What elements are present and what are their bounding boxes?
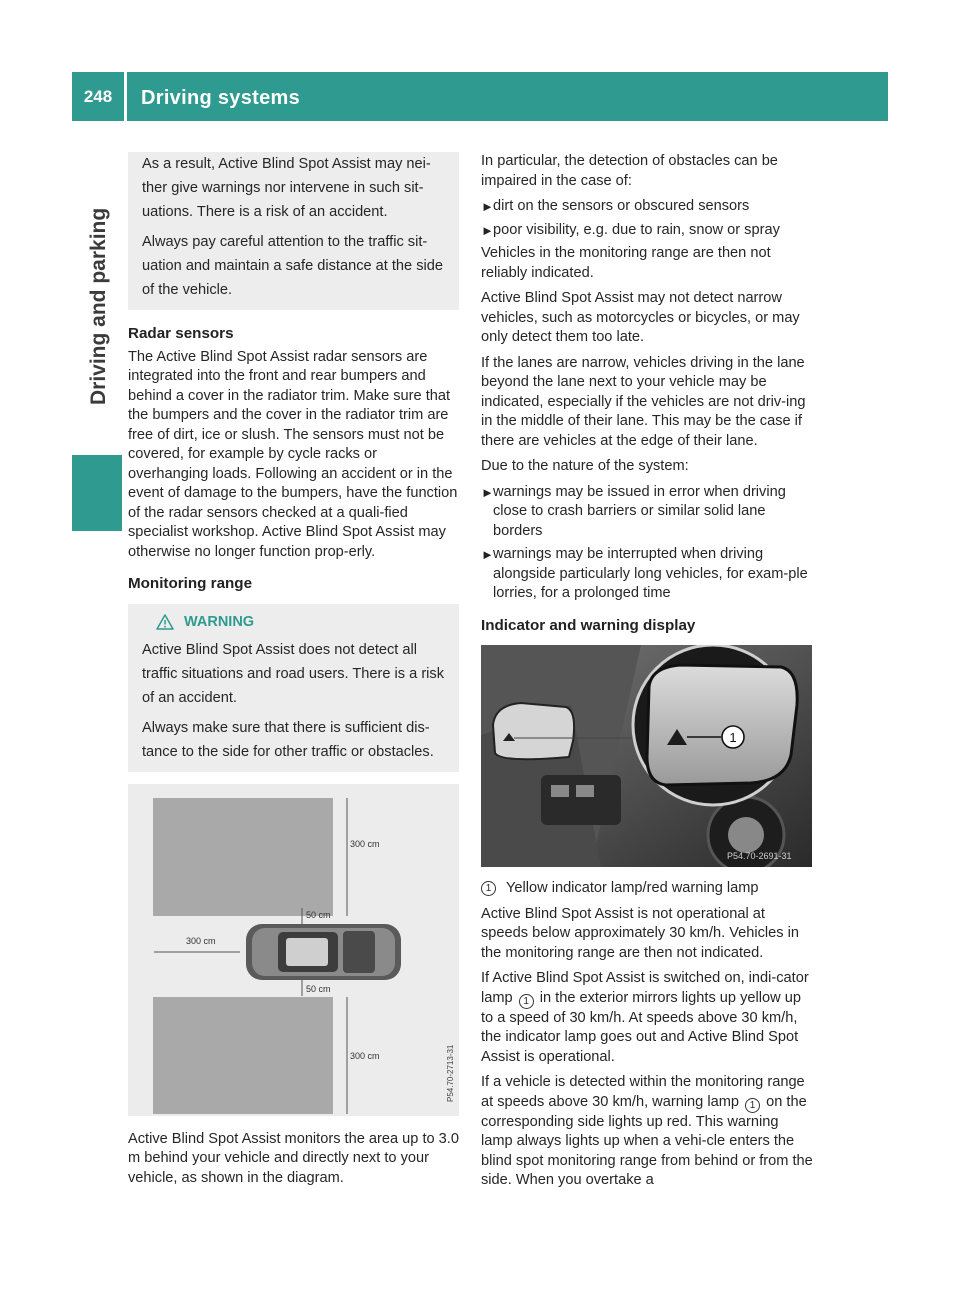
list-item-text: warnings may be issued in error when driving close to crash barriers or similar solid lane borders	[493, 483, 786, 539]
obstacles-list	[481, 197, 813, 240]
section-tab-block	[72, 455, 122, 531]
monitoring-heading: Monitoring range	[128, 575, 253, 592]
narrow-lanes-text: If the lanes are narrow, vehicles driving in the lane beyond the lane next to your vehicle may be indicated, especially if the vehicles are not driv-ing in the middle of their lane. This may be the case if there are vehicles at the edge of their lane.	[481, 354, 806, 449]
detected-text	[481, 1073, 813, 1191]
monitoring-range-diagram	[128, 784, 459, 1116]
label-300-bottom: 300 cm	[350, 1050, 380, 1061]
radar-text: The Active Blind Spot Assist radar sensors are integrated into the front and rear bumpers and behind a cover in the radiator trim. Make sure that the bumpers and the cover in the radiator trim are free of dirt, ice or slush. The sensors must not be covered, for example by cycle racks or overhanging loads. Following an accident or in the event of damage to the bumpers, have the function of the radar sensors checked at a quali-fied specialist workshop. Active Blind Spot Assist may otherwise no longer function prop-erly.	[128, 348, 458, 560]
chapter-title: Driving systems	[141, 87, 301, 109]
obstacles-intro: In particular, the detection of obstacles can be impaired in the case of:	[481, 153, 778, 189]
not-operational-text: Active Blind Spot Assist is not operational at speeds below approximately 30 km/h. Vehicles in the monitoring range are then not indicated.	[481, 905, 799, 961]
mirror-photo-svg	[481, 645, 812, 867]
list-item-text: warnings may be interrupted when driving alongside particularly long vehicles, for exam-ple lorries, for a prolonged time	[493, 546, 808, 601]
legend-text: Yellow indicator lamp/red warning lamp	[506, 880, 759, 896]
legend-row	[481, 879, 813, 899]
radar-heading: Radar sensors	[128, 325, 234, 342]
header-separator	[124, 72, 127, 121]
diagram-caption: Active Blind Spot Assist monitors the area up to 3.0 m behind your vehicle and directly next to your vehicle, as shown in the diagram.	[128, 1130, 459, 1186]
warning-header	[142, 610, 449, 634]
warning-text-1: Active Blind Spot Assist does not detect all traffic situations and road users. There is a risk of an accident.	[142, 641, 445, 706]
section-tab-label: Driving and parking	[87, 207, 110, 405]
legend-callout: 1	[481, 881, 496, 896]
vehicles-text: Vehicles in the monitoring range are then not reliably indicated.	[481, 245, 771, 281]
intro-warning-text-1: As a result, Active Blind Spot Assist may nei-ther give warnings nor intervene in such sit-uations. There is a risk of an accident.	[142, 156, 431, 220]
intro-warning-text-2: Always pay careful attention to the traffic sit-uation and maintain a safe distance at the side of the vehicle.	[142, 234, 443, 298]
mirror-glass	[647, 665, 797, 785]
list-item-text: dirt on the sensors or obscured sensors	[493, 198, 750, 214]
zone-rear-right	[153, 997, 333, 1114]
zone-rear-left	[153, 798, 333, 916]
narrow-vehicles-text: Active Blind Spot Assist may not detect narrow vehicles, such as motorcycles or bicycles, or may only detect them too late.	[481, 290, 800, 345]
list-item: ► poor visibility, e.g. due to rain, snow or spray	[481, 221, 780, 238]
right-column	[481, 152, 813, 1197]
label-300-side: 300 cm	[186, 935, 216, 946]
system-nature-text: Due to the nature of the system:	[481, 458, 689, 474]
detected-text-b: on the corresponding side lights up red. This warning lamp always lights up when a vehi-cle enters the blind spot monitoring range from behind or from the side. When you overtake a	[481, 1093, 813, 1188]
list-item: ► dirt on the sensors or obscured sensors	[481, 198, 750, 214]
vehicle-icon	[246, 924, 401, 980]
inline-callout: 1	[519, 994, 534, 1009]
warning-label: WARNING	[184, 613, 255, 630]
list-item: ► warnings may be issued in error when driving close to crash barriers or similar solid lane borders	[481, 483, 786, 539]
label-50-top: 50 cm	[306, 909, 331, 920]
mirror-photo	[481, 645, 812, 867]
warning-box	[128, 604, 459, 772]
photo-callout: 1	[729, 730, 737, 745]
page-number: 248	[83, 87, 113, 106]
diagram-ref: P54.70-2713-31	[446, 1044, 455, 1102]
label-50-bottom: 50 cm	[306, 983, 331, 994]
list-item: ► warnings may be interrupted when driving alongside particularly long vehicles, for exam-ple lorries, for a prolonged time	[481, 546, 808, 601]
inline-callout: 1	[745, 1098, 760, 1113]
indicator-heading: Indicator and warning display	[481, 616, 696, 634]
system-list	[481, 483, 813, 604]
switched-on-text	[481, 969, 813, 1067]
switched-on-text-a: If Active Blind Spot Assist is switched on, indi-cator lamp	[481, 970, 809, 1006]
page-header	[72, 72, 888, 121]
list-item-text: poor visibility, e.g. due to rain, snow or spray	[493, 221, 780, 238]
intro-warning-box	[128, 152, 459, 310]
left-column	[128, 152, 459, 1194]
warning-text-2: Always make sure that there is sufficient dis-tance to the side for other traffic or obstacles.	[142, 719, 434, 760]
photo-ref: P54.70-2691-31	[727, 851, 792, 861]
warning-triangle-icon	[156, 614, 174, 630]
label-300-top: 300 cm	[350, 838, 380, 849]
section-tab	[86, 207, 112, 431]
detected-text-a: If a vehicle is detected within the monitoring range at speeds above 30 km/h, warning lamp	[481, 1074, 805, 1110]
switched-on-text-b: in the exterior mirrors lights up yellow up to a speed of 30 km/h. At speeds above 30 km/h, the indicator lamp goes out and Active Blind Spot Assist is operational.	[481, 989, 801, 1065]
monitoring-diagram-svg	[128, 784, 459, 1116]
